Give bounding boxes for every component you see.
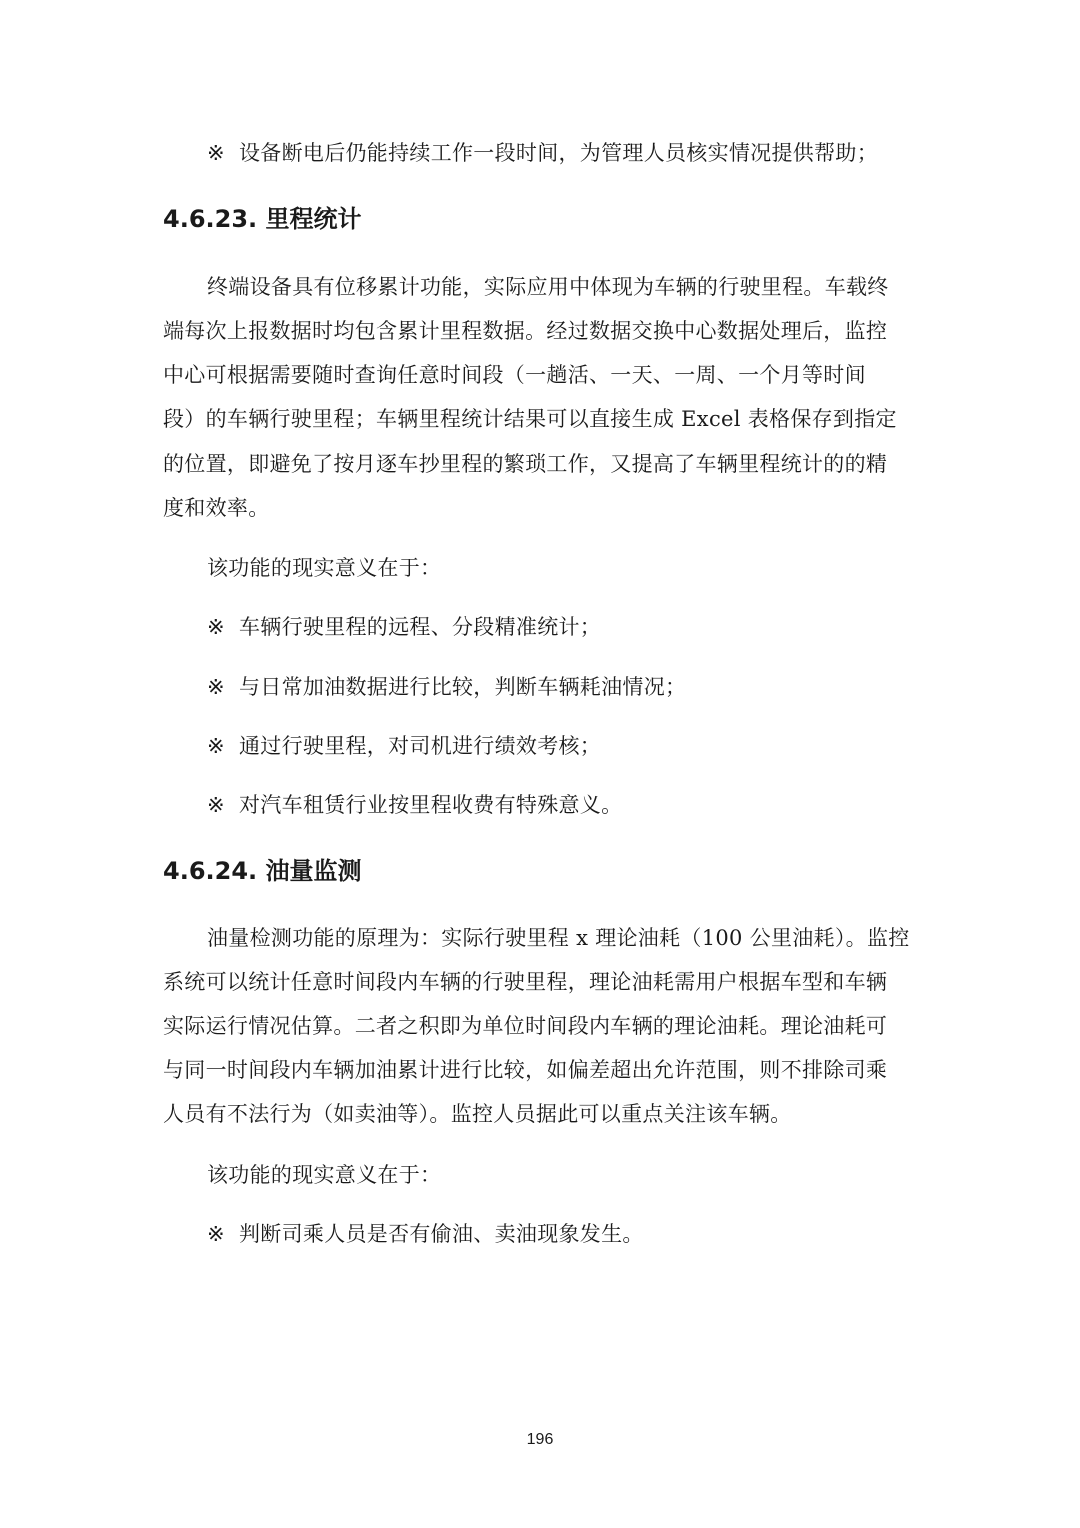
bullet-item [207, 790, 622, 820]
paragraph-line: 人员有不法行为（如卖油等）。监控人员据此可以重点关注该车辆。 [163, 1102, 792, 1126]
page-number: 196 [526, 1431, 554, 1448]
section-heading-4-6-23: 4.6.23. 里程统计 [163, 205, 362, 233]
paragraph-line: 实际运行情况估算。二者之积即为单位时间段内车辆的理论油耗。理论油耗可 [163, 1014, 888, 1038]
bullet-text: 判断司乘人员是否有偷油、卖油现象发生。 [239, 1222, 644, 1246]
bullet-text: 对汽车租赁行业按里程收费有特殊意义。 [239, 793, 623, 817]
bullet-item [207, 138, 878, 168]
bullet-text: 车辆行驶里程的远程、分段精准统计； [239, 615, 602, 639]
paragraph-line: 系统可以统计任意时间段内车辆的行驶里程，理论油耗需用户根据车型和车辆 [163, 970, 888, 994]
bullet-item [207, 612, 601, 642]
bullet-text: 通过行驶里程，对司机进行绩效考核； [239, 734, 602, 758]
significance-intro: 该功能的现实意义在于： [207, 556, 442, 580]
bullet-mark: ※ [207, 141, 225, 165]
bullet-text: 设备断电后仍能持续工作一段时间，为管理人员核实情况提供帮助； [239, 141, 878, 165]
paragraph-line: 端每次上报数据时均包含累计里程数据。经过数据交换中心数据处理后，监控 [163, 319, 888, 343]
bullet-item [207, 672, 686, 702]
bullet-mark: ※ [207, 675, 225, 699]
paragraph-line: 度和效率。 [163, 496, 270, 520]
paragraph-line: 油量检测功能的原理为：实际行驶里程 x 理论油耗（100 公里油耗）。监控 [207, 926, 910, 950]
bullet-mark: ※ [207, 793, 225, 817]
bullet-mark: ※ [207, 1222, 225, 1246]
paragraph-line: 与同一时间段内车辆加油累计进行比较，如偏差超出允许范围，则不排除司乘 [163, 1058, 888, 1082]
bullet-item [207, 731, 601, 761]
bullet-mark: ※ [207, 615, 225, 639]
bullet-mark: ※ [207, 734, 225, 758]
significance-intro: 该功能的现实意义在于： [207, 1163, 442, 1187]
bullet-item [207, 1219, 644, 1249]
paragraph-line: 段）的车辆行驶里程；车辆里程统计结果可以直接生成 Excel 表格保存到指定 [163, 407, 897, 431]
paragraph-line: 中心可根据需要随时查询任意时间段（一趟活、一天、一周、一个月等时间 [163, 363, 866, 387]
paragraph-line: 终端设备具有位移累计功能，实际应用中体现为车辆的行驶里程。车载终 [207, 275, 889, 299]
paragraph-line: 的位置，即避免了按月逐车抄里程的繁琐工作，又提高了车辆里程统计的的精 [163, 452, 888, 476]
bullet-text: 与日常加油数据进行比较，判断车辆耗油情况； [239, 675, 687, 699]
section-heading-4-6-24: 4.6.24. 油量监测 [163, 857, 362, 885]
